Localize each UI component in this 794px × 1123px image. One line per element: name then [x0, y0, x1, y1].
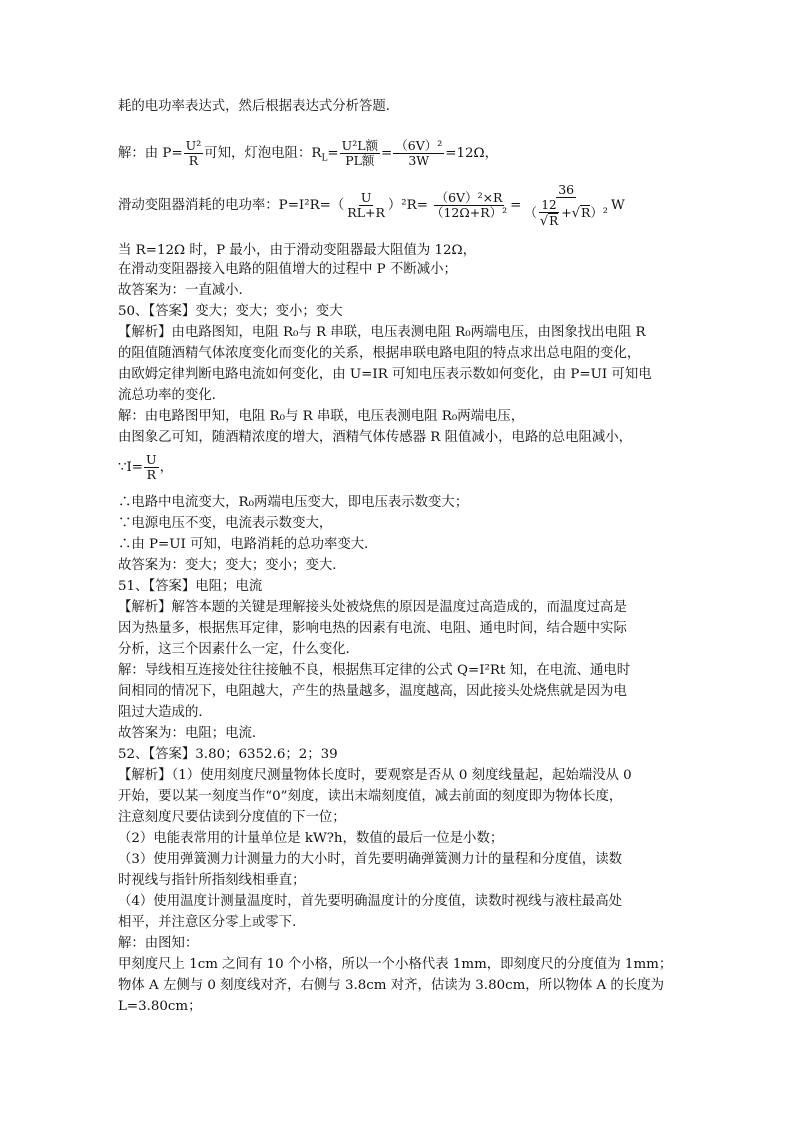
text-line: 相平，并注意区分零上或零下．: [118, 915, 306, 930]
fraction-values: [393, 139, 444, 168]
formula-text: 滑动变阻器消耗的电功率：P=I²R=（: [118, 198, 345, 213]
text-line: （4）使用温度计测量温度时，首先要明确温度计的分度值，读数时视线与液柱最高处: [118, 894, 622, 909]
formula-text: =12Ω，: [445, 146, 499, 161]
formula-ohms-law: [118, 448, 173, 488]
formula-text: 解：由 P=: [118, 146, 183, 161]
numerator: U²L额: [341, 138, 379, 153]
text-line: 甲刻度尺上 1cm 之间有 10 个小格，所以一个小格代表 1mm，即刻度尺的分度值为 1mm；: [118, 957, 673, 972]
text-line: ∴由 P=UI 可知，电路消耗的总功率变大．: [118, 537, 378, 552]
text-line: 物体 A 左侧与 0 刻度线对齐，右侧与 3.8cm 对齐，估读为 3.80cm，所以物体 A 的长度为: [118, 978, 664, 993]
denominator: PL额: [345, 153, 375, 168]
formula-text: ，: [159, 460, 173, 475]
numerator: 12: [541, 197, 557, 212]
answer-heading: 52、【答案】3.80；6352.6；2；39: [118, 747, 338, 762]
denominator: 3W: [408, 153, 430, 168]
denominator: （ $\frac{12}{√R}$ +√R）²: [524, 197, 608, 229]
text-line: 时视线与指针所指刻线相垂直；: [118, 873, 306, 888]
text-line: 【解析】由电路图知，电阻 R₀与 R 串联，电压表测电阻 R₀两端电压，由图象找出电阻 R: [118, 325, 646, 340]
formula-text: ∵I=: [118, 460, 144, 475]
formula-lamp-resistance: 解：由 P= $\frac{\text{U²}}{R}$ 可知，灯泡电阻：$R_L=$ $\frac{\text{U²L额}}{\text{PL额}}$ = $\frac{\text{（6V）²}}{3W}$ =12Ω，: [118, 138, 499, 168]
denominator: RL+R: [347, 205, 385, 220]
numerator: （6V）²×R: [435, 190, 503, 205]
text-line: 阻过大造成的．: [118, 705, 212, 720]
formula-text: =: [510, 198, 522, 213]
text-line: ∵电源电压不变，电流表示数变大，: [118, 516, 333, 531]
text-line: 分析，这三个因素什么一定，什么变化．: [118, 642, 360, 657]
denominator: （12Ω+R）²: [430, 205, 508, 220]
fraction-u-over-r: [144, 453, 159, 482]
plus-sign: +: [561, 204, 572, 220]
fraction-simplified: [522, 183, 610, 229]
fraction-power: [429, 191, 509, 220]
formula-text: =: [327, 146, 339, 161]
text-line: L=3.80cm；: [118, 999, 202, 1014]
text-line: 解：由图知：: [118, 936, 199, 951]
text-line: 耗的电功率表达式，然后根据表达式分析答题．: [118, 99, 400, 114]
radicand: R: [549, 213, 559, 228]
fraction-u2-over-r: [184, 139, 204, 168]
text-line: 【解析】（1）使用刻度尺测量物体长度时，要观察是否从 0 刻度线量起，起始端没从 0: [118, 768, 632, 783]
text-line: 间相同的情况下，电阻越大，产生的热量越多，温度越高，因此接头处烧焦就是因为电: [118, 684, 627, 699]
numerator: U²: [185, 138, 202, 153]
formula-rheostat-power: [118, 182, 625, 230]
text-line: 故答案为：一直减小．: [118, 283, 252, 298]
text-line: （3）使用弹簧测力计测量力的大小时，首先要明确弹簧测力计的量程和分度值，读数: [118, 852, 622, 867]
text-line: 开始，要以某一刻度当作“0”刻度，读出末端刻度值，减去前面的刻度即为物体长度，: [118, 789, 623, 804]
paren: ）²: [590, 204, 608, 220]
text-line: 由图象乙可知，随酒精浓度的增大，酒精气体传感器 R 阻值减小，电路的总电阻减小，: [118, 430, 633, 445]
text-line: 在滑动变阻器接入电路的阻值增大的过程中 P 不断减小；: [118, 262, 457, 277]
text-line: 解：由电路图甲知，电阻 R₀与 R 串联，电压表测电阻 R₀两端电压，: [118, 409, 525, 424]
numerator: 36: [558, 181, 575, 197]
denominator: R: [188, 153, 199, 168]
text-line: 注意刻度尺要估读到分度值的下一位；: [118, 810, 346, 825]
text-line: 【解析】解答本题的关键是理解接头处被烧焦的原因是温度过高造成的，而温度过高是: [118, 600, 627, 615]
fraction-rated: [340, 139, 380, 168]
paren: （: [524, 204, 537, 220]
text-line: 的阻值随酒精气体浓度变化而变化的关系，根据串联电路电阻的特点求出总电阻的变化，: [118, 346, 641, 361]
denominator: R: [146, 467, 157, 482]
denominator: √R: [539, 213, 559, 229]
text-line: 由欧姆定律判断电路电流如何变化，由 U=IR 可知电压表示数如何变化，由 P=UI 可知电: [118, 367, 652, 382]
text-line: 故答案为：电阻；电流．: [118, 726, 266, 741]
subscript: L: [321, 153, 328, 164]
text-line: 故答案为：变大；变大；变小；变大．: [118, 558, 346, 573]
text-line: 当 R=12Ω 时，P 最小，由于滑动变阻器最大阻值为 12Ω，: [118, 243, 477, 258]
formula-text: 可知，灯泡电阻：R: [204, 146, 322, 161]
answer-heading: 51、【答案】电阻；电流: [118, 579, 263, 594]
answer-heading: 50、【答案】变大；变大；变小；变大: [118, 304, 343, 319]
formula-text: W: [610, 198, 625, 213]
inner-fraction: [538, 198, 560, 229]
text-line: 因为热量多，根据焦耳定律，影响电热的因素有电流、电阻、通电时间，结合题中实际: [118, 621, 627, 636]
numerator: U: [360, 190, 372, 205]
text-line: 流总功率的变化．: [118, 388, 226, 403]
fraction-current: [345, 191, 387, 220]
radicand: R: [581, 204, 591, 220]
text-line: ∴电路中电流变大，R₀两端电压变大，即电压表示数变大；: [118, 495, 469, 510]
numerator: （6V）²: [395, 138, 443, 153]
text-line: （2）电能表常用的计量单位是 kW?h，数值的最后一位是小数；: [118, 831, 504, 846]
formula-text: ）²R=: [387, 198, 428, 213]
text-line: 解：导线相互连接处往往接触不良，根据焦耳定律的公式 Q=I²Rt 知，在电流、通电时: [118, 663, 631, 678]
numerator: U: [146, 452, 157, 467]
